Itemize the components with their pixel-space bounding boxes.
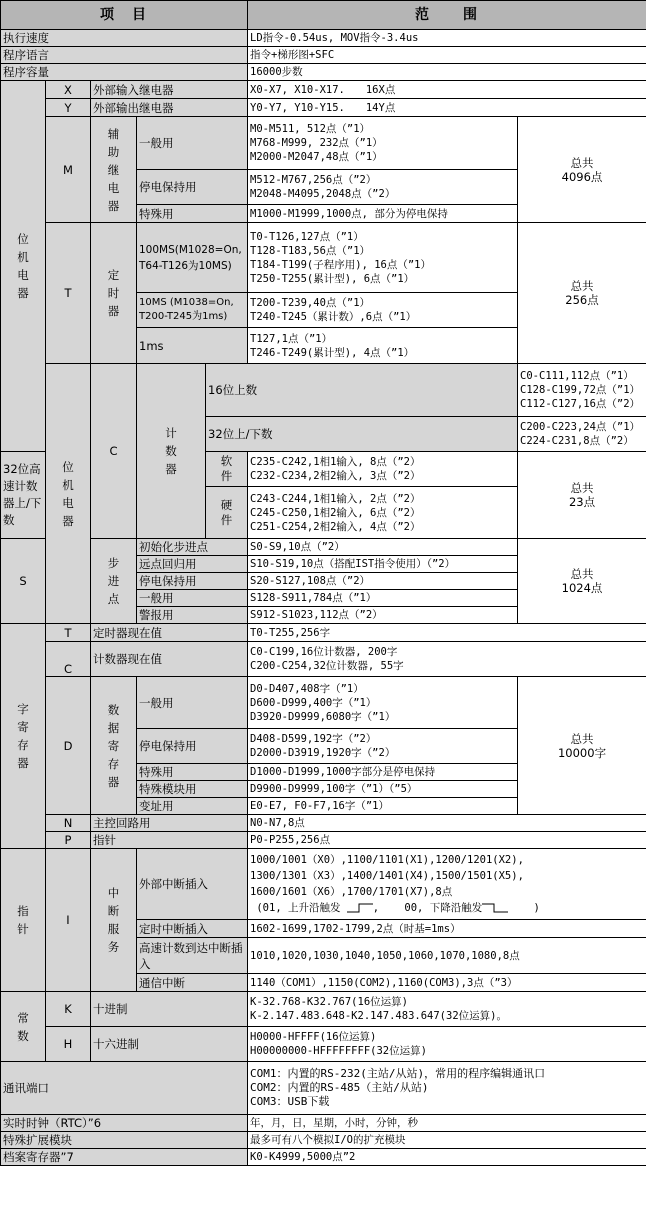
group-word-devices: 字 寄 存 器 (1, 624, 46, 849)
c-32bit: 32位上/下数 (206, 417, 518, 452)
c-16bit: 16位上数 (206, 364, 518, 417)
s-init: 初始化步进点 (137, 539, 248, 556)
i-timer: 定时中断插入 (137, 920, 248, 938)
s-alarm: 警报用 (137, 607, 248, 624)
d-module: 特殊模块用 (137, 781, 248, 798)
range-x: X0-X7, X10-X17. 16X点 (248, 81, 646, 99)
name-k: 十进制 (91, 992, 248, 1027)
m-total: 总共 4096点 (518, 117, 646, 223)
group-pointer: 指 针 (1, 849, 46, 992)
s-alarm-range: S912-S1023,112点（”2） (248, 607, 518, 624)
edge-line: (01, 上升沿触发 , 00, 下降沿触发 ) (256, 902, 540, 914)
code-m: M (46, 117, 91, 223)
row-value: LD指令-0.54us, MOV指令-3.4us (248, 30, 646, 47)
name-h: 十六进制 (91, 1027, 248, 1062)
file-register: 档案寄存器”7 (1, 1149, 248, 1166)
c-hs-hard: 硬 件 (206, 487, 248, 539)
t-10ms-range: T200-T239,40点（”1） T240-T245（累计数）,6点（”1） (248, 293, 518, 328)
code-p: P (46, 832, 91, 849)
t-1ms-range: T127,1点（”1） T246-T249(累计型), 4点（”1） (248, 328, 518, 364)
comm-port-value: COM1：内置的RS-232(主站/从站)，常用的程序编辑通讯口 COM2：内置的RS-485（主站/从站) COM3：USB下载 (248, 1062, 646, 1115)
row-label: 程序容量 (1, 64, 248, 81)
d-special-range: D1000-D1999,1000字部分是停电保持 (248, 764, 518, 781)
c-hs-soft-range: C235-C242,1相1输入, 8点（”2） C232-C234,2相2输入, 3点（”2） (248, 452, 518, 487)
group-bit-devices-2: 位 机 电 器 (46, 364, 91, 624)
d-module-range: D9900-D9999,100字（”1）（”5） (248, 781, 518, 798)
sub-s: 步 进 点 (91, 539, 137, 624)
code-k: K (46, 992, 91, 1027)
code-x: X (46, 81, 91, 99)
sub-m: 辅 助 继 电 器 (91, 117, 137, 223)
i-ext: 外部中断插入 (137, 849, 248, 920)
comm-port: 通讯端口 (1, 1062, 248, 1115)
row-label: 程序语言 (1, 47, 248, 64)
d-latched-range: D408-D599,192字（”2） D2000-D3919,1920字（”2） (248, 729, 518, 764)
rtc: 实时时钟（RTC）”6 (1, 1115, 248, 1132)
rising-edge-icon (347, 903, 373, 913)
c-total-23: 总共 23点 (518, 452, 646, 539)
code-y: Y (46, 99, 91, 117)
d-index: 变址用 (137, 798, 248, 815)
name-y: 外部输出继电器 (91, 99, 248, 117)
code-h: H (46, 1027, 91, 1062)
i-hs: 高速计数到达中断插入 (137, 938, 248, 974)
code-s: S (1, 539, 46, 624)
code-d: D (46, 677, 91, 815)
ext-module: 特殊扩展模块 (1, 1132, 248, 1149)
i-hs-range: 1010,1020,1030,1040,1050,1060,1070,1080,8点 (248, 938, 646, 974)
name-cw: 计数器现在值 (91, 642, 248, 677)
m-special-range: M1000-M1999,1000点, 部分为停电保持 (248, 205, 518, 223)
cw-value: C0-C199,16位计数器, 200字 C200-C254,32位计数器, 55字 (248, 642, 646, 677)
sub-d: 数 据 寄 存 器 (91, 677, 137, 815)
name-tw: 定时器现在值 (91, 624, 248, 642)
group-constants: 常 数 (1, 992, 46, 1062)
i-timer-range: 1602-1699,1702-1799,2点（时基=1ms） (248, 920, 646, 938)
t-100ms-range: T0-T126,127点（”1） T128-T183,56点（”1） T184-T199(子程序用), 16点（”1） T250-T255(累计型), 6点（”1） (248, 223, 518, 293)
name-n: 主控回路用 (91, 815, 248, 832)
header-range: 范 围 (248, 1, 646, 30)
i-comm-range: 1140（COM1）,1150(COM2),1160(COM3),3点（”3） (248, 974, 646, 992)
t-10ms: 10MS (M1038=On, T200-T245为1ms) (137, 293, 248, 328)
k-range: K-32.768-K32.767(16位运算) K-2.147.483.648-K2.147.483.647(32位运算)。 (248, 992, 646, 1027)
s-init-range: S0-S9,10点（”2） (248, 539, 518, 556)
i-ext-range: 1000/1001（X0）,1100/1101(X1),1200/1201(X2), 1300/1301（X3）,1400/1401(X4),1500/1501(X5), 1600/1601（X6）,1700/1701(X7),8点 (01, 上升沿触发 , 00, 下降沿触发 ) (248, 849, 646, 920)
s-total: 总共 1024点 (518, 539, 646, 624)
t-100ms: 100MS(M1028=On, T64-T126为10MS) (137, 223, 248, 293)
s-general-range: S128-S911,784点（”1） (248, 590, 518, 607)
code-cw: C (46, 642, 91, 677)
d-latched: 停电保持用 (137, 729, 248, 764)
code-n: N (46, 815, 91, 832)
c-hs: 32位高速计数器上/下数 (1, 452, 46, 539)
row-value: 指令+梯形图+SFC (248, 47, 646, 64)
c-32bit-range: C200-C223,24点（”1） C224-C231,8点（”2） (518, 417, 646, 452)
rtc-value: 年，月，日，星期，小时，分钟，秒 (248, 1115, 646, 1132)
sub-i: 中 断 服 务 (91, 849, 137, 992)
code-i: I (46, 849, 91, 992)
header-item: 项 目 (1, 1, 248, 30)
code-tw: T (46, 624, 91, 642)
d-general-range: D0-D407,408字（”1） D600-D999,400字（”1） D3920-D9999,6080字（”1） (248, 677, 518, 729)
d-general: 一般用 (137, 677, 248, 729)
t-1ms: 1ms (137, 328, 248, 364)
m-latched: 停电保持用 (137, 170, 248, 205)
p-value: P0-P255,256点 (248, 832, 646, 849)
file-register-value: K0-K4999,5000点”2 (248, 1149, 646, 1166)
m-general-range: M0-M511, 512点（”1） M768-M999, 232点（”1） M2000-M2047,48点（”1） (248, 117, 518, 170)
code-c: C (91, 364, 137, 539)
range-y: Y0-Y7, Y10-Y15. 14Y点 (248, 99, 646, 117)
s-latched-range: S20-S127,108点（”2） (248, 573, 518, 590)
sub-t: 定 时 器 (91, 223, 137, 364)
code-t: T (46, 223, 91, 364)
row-value: 16000步数 (248, 64, 646, 81)
tw-value: T0-T255,256字 (248, 624, 646, 642)
d-index-range: E0-E7, F0-F7,16字（”1） (248, 798, 518, 815)
c-16bit-range: C0-C111,112点（”1） C128-C199,72点（”1） C112-C127,16点（”2） (518, 364, 646, 417)
s-latched: 停电保持用 (137, 573, 248, 590)
n-value: N0-N7,8点 (248, 815, 646, 832)
d-special: 特殊用 (137, 764, 248, 781)
falling-edge-icon (482, 903, 508, 913)
c-hs-hard-range: C243-C244,1相1输入, 2点（”2） C245-C250,1相2输入, 6点（”2） C251-C254,2相2输入, 4点（”2） (248, 487, 518, 539)
sub-c: 计 数 器 (137, 364, 206, 539)
s-general: 一般用 (137, 590, 248, 607)
name-x: 外部输入继电器 (91, 81, 248, 99)
name-p: 指针 (91, 832, 248, 849)
m-special: 特殊用 (137, 205, 248, 223)
m-general: 一般用 (137, 117, 248, 170)
c-hs-soft: 软 件 (206, 452, 248, 487)
t-total: 总共 256点 (518, 223, 646, 364)
group-bit-devices: 位 机 电 器 (1, 81, 46, 452)
ext-module-value: 最多可有八个模拟I/O的扩充模块 (248, 1132, 646, 1149)
m-latched-range: M512-M767,256点（”2） M2048-M4095,2048点（”2） (248, 170, 518, 205)
h-range: H0000-HFFFF(16位运算) H00000000-HFFFFFFFF(32位运算) (248, 1027, 646, 1062)
s-home: 远点回归用 (137, 556, 248, 573)
i-comm: 通信中断 (137, 974, 248, 992)
row-label: 执行速度 (1, 30, 248, 47)
s-home-range: S10-S19,10点（搭配IST指令使用）（”2） (248, 556, 646, 573)
d-total: 总共 10000字 (518, 677, 646, 815)
